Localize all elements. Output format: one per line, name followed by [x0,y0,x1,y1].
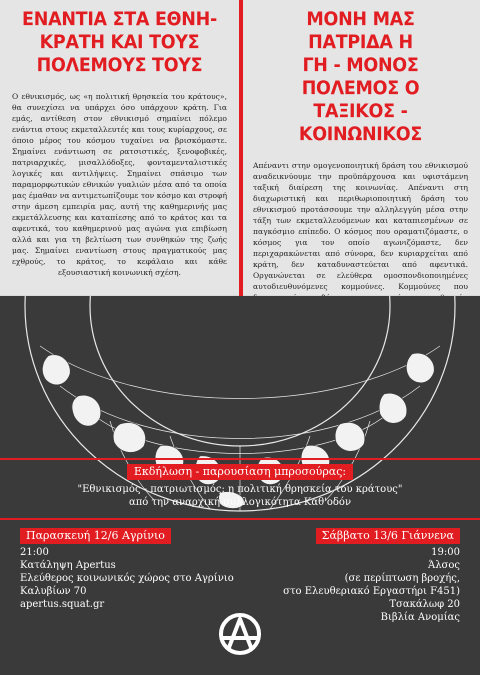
event-title: "Εθνικισμός - πατριωτισμός: η πολιτική θρησκεία του κράτους" από την αναρχική συλλογικότητα Καθ'οδόν [77,484,403,508]
ioannina-info: 19:00 Άλσος (σε περίπτωση βροχής, στο Ελευθεριακό Εργαστήρι F451) Τσακάλωφ 20 Βιβλία Ανομίας [283,547,460,623]
agrinio-date-badge: Παρασκευή 12/6 Αγρίνιο [20,528,171,544]
circle-a-anarchy-icon [218,612,262,656]
agrinio-website-link[interactable]: apertus.squat.gr [20,599,105,610]
right-headline: ΜΟΝΗ ΜΑΣ ΠΑΤΡΙΔΑ Η ΓΗ - ΜΟΝΟΣ ΠΟΛΕΜΟΣ Ο ΤΑΞΙΚΟΣ - ΚΟΙΝΩΝΙΚΟΣ [298,8,423,145]
right-body: Απέναντι στην ομογενοποιητική δράση του εθνικισμού αναδεικνύουμε την προϋπάρχουσα και υφιστάμενη ταξική διαίρεση της κοινωνίας. Απέναντι στη διαχωριστική και περιθωριοποιητική δράση του εθνικισμού προτάσσουμε την αλληλεγγύη μέσα στην τάξη των εκμεταλλευόμενων και καταπιεσμένων σε παγκόσμιο επίπεδο. Ο κόσμος που οραματιζόμαστε, ο κόσμος για τον οποίο αγωνιζόμαστε, δεν περιχαρακώνεται από σύνορα, δεν κυριαρχείται από κράτη, δεν καταδυναστεύεται από αφεντικά. Οργανώνεται σε ελεύθερα ομοσπονδιοποιημένες αυτοδιευθυνόμενες κομμούνες. Κομμούνες που [253,161,468,291]
red-rule-middle [0,518,480,520]
left-headline: ΕΝΑΝΤΙΑ ΣΤΑ ΕΘΝΗ- ΚΡΑΤΗ ΚΑΙ ΤΟΥΣ ΠΟΛΕΜΟΥΣ ΤΟΥΣ [22,8,217,76]
left-column [0,0,239,295]
left-body: Ο εθνικισμός, ως «η πολιτική θρησκεία του κράτους», θα συνεχίσει να υπάρχει όσο υπάρχουν κράτη. Για εμάς, αντίθεση στον εθνικισμό σημαίνει πόλεμο ενάντια στους εκμεταλλευτές και τους κυρίαρχους, σε όποιο μέρος του κόσμου τυχαίνει να βρισκόμαστε. Σημαίνει ενάντιωση σε ρατσιστικές, ξενοφοβικές, πατριαρχικές, μισαλλόδοξες, φονταμενταλιστικές λογικές και αντιλήψεις. Σημαίνει σπάσιμο των παραμορφωτικών εθνικών γυαλιών μέσα από τα οποία μας έμαθαν να αντιμετωπίζουμε τον κόσμο και στροφή στην άμεση εμπειρία μας, αυτή της καθημερινής μας εκμετάλλευσης και καταπίεσης από το κράτος και τα αφεντικά, του καθημερινού μας αγώνα για επιβίωση αλλά και για τη βελτίωση των συνθηκών της ζωής μας. Σημαίνει εναντίωση στους πραγματικούς μας εχθρούς, το κράτος, το κεφάλαιο και κάθε εξουσιαστική κοινωνική σχέση. [12,92,227,277]
event-banner: Εκδήλωση - παρουσίαση μπροσούρας: [127,464,353,480]
right-column [243,0,480,295]
ioannina-date-badge: Σάββατο 13/6 Γιάννενα [316,528,460,544]
agrinio-info: 21:00 Κατάληψη Apertus Ελεύθερος κοινωνικός χώρος στο Αγρίνιο Καλυβίων 70 apertus.squat.gr [20,547,234,610]
red-rule-top [0,458,480,460]
